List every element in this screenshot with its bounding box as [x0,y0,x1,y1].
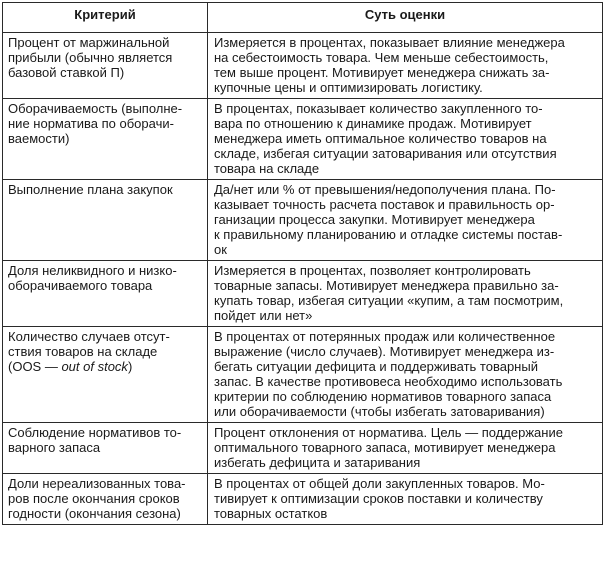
header-criterion: Критерий [3,3,208,33]
assessment-line: тем выше процент. Мотивирует менеджера снижать за- [214,65,550,80]
criterion-line: ние норматива по оборачи- [8,116,174,131]
assessment-line: или оборачиваемости (чтобы избегать затоваривания) [214,404,545,419]
assessment-cell [208,261,603,327]
assessment-line: бегать ситуации дефицита и поддерживать товарный [214,359,538,374]
criterion-line: ствия товаров на складе [8,344,158,359]
assessment-line: критерии по соблюдению нормативов товарного запаса [214,389,552,404]
criterion-line: Доля неликвидного и низко- [8,263,177,278]
table-row [3,99,603,180]
criterion-line: (OOS — out of stock) [8,359,133,374]
assessment-line: пойдет или нет» [214,308,313,323]
assessment-line: купочные цены и оптимизировать логистику. [214,80,483,95]
criterion-line: базовой ставкой П) [8,65,125,80]
criterion-cell [3,423,208,474]
table-row [3,33,603,99]
assessment-cell [208,327,603,423]
criterion-cell [3,180,208,261]
assessment-line: В процентах, показывает количество закупленного то- [214,101,543,116]
assessment-cell [208,180,603,261]
criterion-line: Процент от маржинальной [8,35,170,50]
assessment-cell [208,99,603,180]
criterion-line: годности (окончания сезона) [8,506,181,521]
criterion-cell [3,327,208,423]
assessment-line: В процентах от потерянных продаж или количественное [214,329,556,344]
criterion-cell [3,99,208,180]
assessment-line: менеджера иметь оптимальное количество товаров на [214,131,547,146]
assessment-line: В процентах от общей доли закупленных товаров. Мо- [214,476,545,491]
assessment-line: складе, избегая ситуации затоваривания или отсутствия [214,146,557,161]
header-assessment: Суть оценки [208,3,603,33]
criterion-cell [3,474,208,525]
table-row [3,474,603,525]
criteria-table [2,2,603,525]
table-row [3,261,603,327]
criterion-line: ров после окончания сроков [8,491,180,506]
criterion-cell [3,33,208,99]
criterion-line: прибыли (обычно является [8,50,173,65]
criterion-line: Оборачиваемость (выполне- [8,101,183,116]
assessment-line: к правильному планированию и отладке системы постав- [214,227,563,242]
criterion-line: ваемости) [8,131,70,146]
criterion-cell [3,261,208,327]
assessment-line: избегать дефицита и затаривания [214,455,421,470]
assessment-line: ок [214,242,227,257]
criteria-table-container [2,2,602,525]
criterion-line: оборачиваемого товара [8,278,153,293]
criterion-line: Соблюдение нормативов то- [8,425,182,440]
table-header-row [3,3,603,33]
table-body [3,33,603,525]
assessment-cell [208,423,603,474]
criterion-line: Доли нереализованных това- [8,476,186,491]
criterion-line: Количество случаев отсут- [8,329,170,344]
assessment-line: ганизации процесса закупки. Мотивирует менеджера [214,212,535,227]
assessment-line: выражение (число случаев). Мотивирует менеджера из- [214,344,555,359]
assessment-line: на себестоимость товара. Чем меньше себестоимость, [214,50,549,65]
criterion-line: варного запаса [8,440,101,455]
criterion-line: Выполнение плана закупок [8,182,173,197]
assessment-line: товарных остатков [214,506,328,521]
assessment-line: тивирует к оптимизации сроков поставки и количеству [214,491,543,506]
assessment-cell [208,33,603,99]
assessment-line: товара на складе [214,161,320,176]
assessment-line: купать товар, избегая ситуации «купим, а там посмотрим, [214,293,564,308]
assessment-line: Измеряется в процентах, позволяет контролировать [214,263,531,278]
assessment-line: вара по отношению к динамике продаж. Мотивирует [214,116,532,131]
assessment-line: казывает точность расчета поставок и правильность ор- [214,197,555,212]
assessment-line: оптимального товарного запаса, мотивирует менеджера [214,440,556,455]
assessment-cell [208,474,603,525]
table-row [3,180,603,261]
assessment-line: Измеряется в процентах, показывает влияние менеджера [214,35,565,50]
assessment-line: товарные запасы. Мотивирует менеджера правильно за- [214,278,559,293]
table-row [3,327,603,423]
assessment-line: Да/нет или % от превышения/недополучения плана. По- [214,182,556,197]
table-row [3,423,603,474]
assessment-line: Процент отклонения от норматива. Цель — поддержание [214,425,563,440]
assessment-line: запас. В качестве противовеса необходимо использовать [214,374,563,389]
